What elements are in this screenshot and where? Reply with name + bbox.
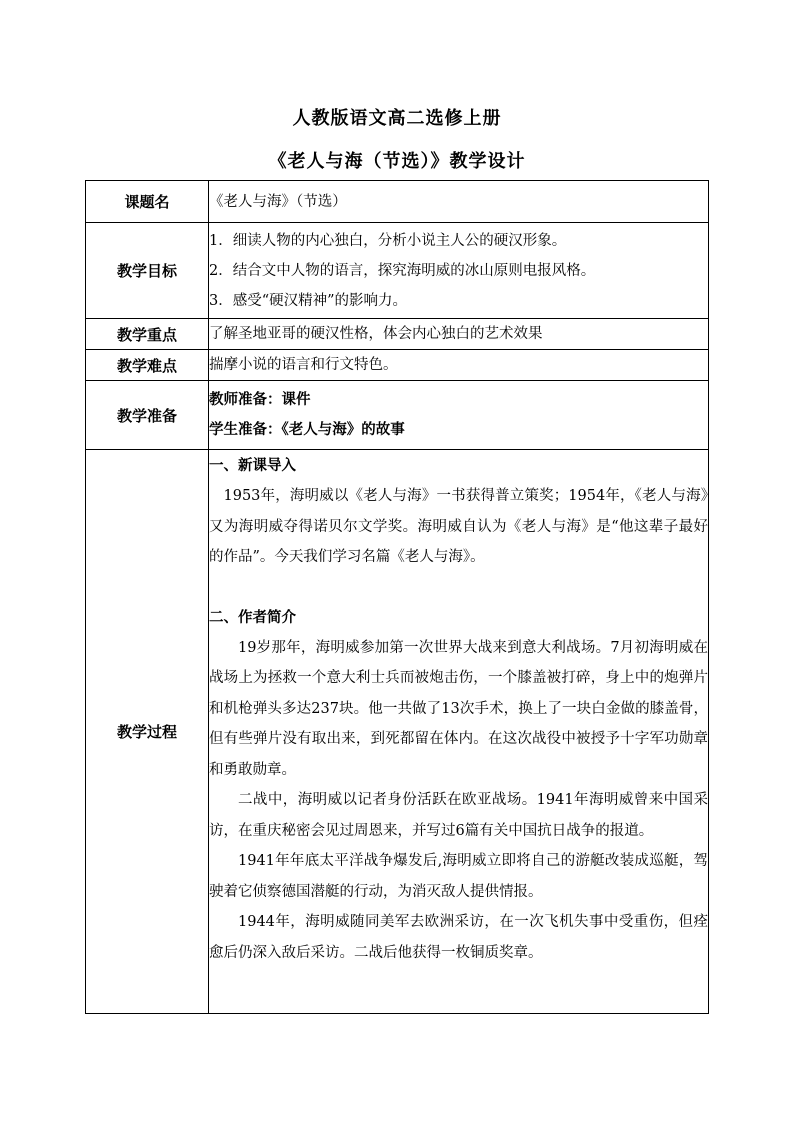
teacher-preparation: 教师准备：课件 (209, 391, 311, 408)
table-row-topic (86, 181, 709, 223)
process-label: 教学过程 (86, 450, 209, 1014)
blank-line (209, 573, 708, 603)
table-row-preparation (86, 381, 709, 450)
document-subtitle: 《老人与海（节选）》教学设计 (268, 151, 526, 172)
table-row-difficulties (86, 350, 709, 381)
section-title-author: 二、作者简介 (209, 608, 296, 626)
author-paragraph: 1944年，海明威随同美军去欧洲采访，在一次飞机失事中受重伤，但痊愈后仍深入敌后采访。二战后他获得一枚铜质奖章。 (209, 914, 708, 961)
key-points-value: 了解圣地亚哥的硬汉性格，体会内心独白的艺术效果 (209, 319, 709, 350)
table-row-key-points (86, 319, 709, 350)
preparation-label: 教学准备 (86, 381, 209, 450)
objective-item: 3．感受“硬汉精神”的影响力。 (209, 292, 408, 309)
document-title: 人教版语文高二选修上册 (292, 108, 502, 129)
difficulties-value: 揣摩小说的语言和行文特色。 (209, 350, 709, 381)
objective-item: 1．细读人物的内心独白，分析小说主人公的硬汉形象。 (209, 232, 567, 249)
objectives-cell (209, 223, 709, 319)
table-row-objectives (86, 223, 709, 319)
section-title-intro: 一、新课导入 (209, 457, 296, 474)
objectives-label: 教学目标 (86, 223, 209, 319)
lesson-plan-table (85, 180, 709, 1014)
author-paragraph: 二战中，海明威以记者身份活跃在欧亚战场。1941年海明威曾来中国采访，在重庆秘密会见过周恩来，并写过6篇有关中国抗日战争的报道。 (209, 792, 708, 839)
student-preparation: 学生准备：《老人与海》的故事 (209, 421, 405, 438)
topic-value: 《老人与海》（节选） (209, 181, 709, 223)
key-points-label: 教学重点 (86, 319, 209, 350)
process-cell (209, 450, 709, 1014)
table-row-process (86, 450, 709, 1014)
objective-item: 2．结合文中人物的语言，探究海明威的冰山原则电报风格。 (209, 262, 596, 279)
intro-paragraph: 1953年，海明威以《老人与海》一书获得普立策奖；1954年，《老人与海》又为海明威夺得诺贝尔文学奖。海明威自认为《老人与海》是“他这辈子最好的作品”。今天我们学习名篇《老人与海》。 (209, 488, 708, 565)
preparation-cell (209, 381, 709, 450)
author-paragraph: 19岁那年，海明威参加第一次世界大战来到意大利战场。7月初海明威在战场上为拯救一个意大利士兵而被炮击伤，一个膝盖被打碎，身上中的炮弹片和机枪弹头多达237块。他一共做了13次手术，换上了一块白金做的膝盖骨，但有些弹片没有取出来，到死都留在体内。在这次战役中被授予十字军功勋章和勇敢勋章。 (209, 639, 708, 778)
author-paragraph: 1941年年底太平洋战争爆发后,海明威立即将自己的游艇改装成巡艇，驾驶着它侦察德国潜艇的行动，为消灭敌人提供情报。 (209, 853, 708, 900)
difficulties-label: 教学难点 (86, 350, 209, 381)
topic-label: 课题名 (86, 181, 209, 223)
